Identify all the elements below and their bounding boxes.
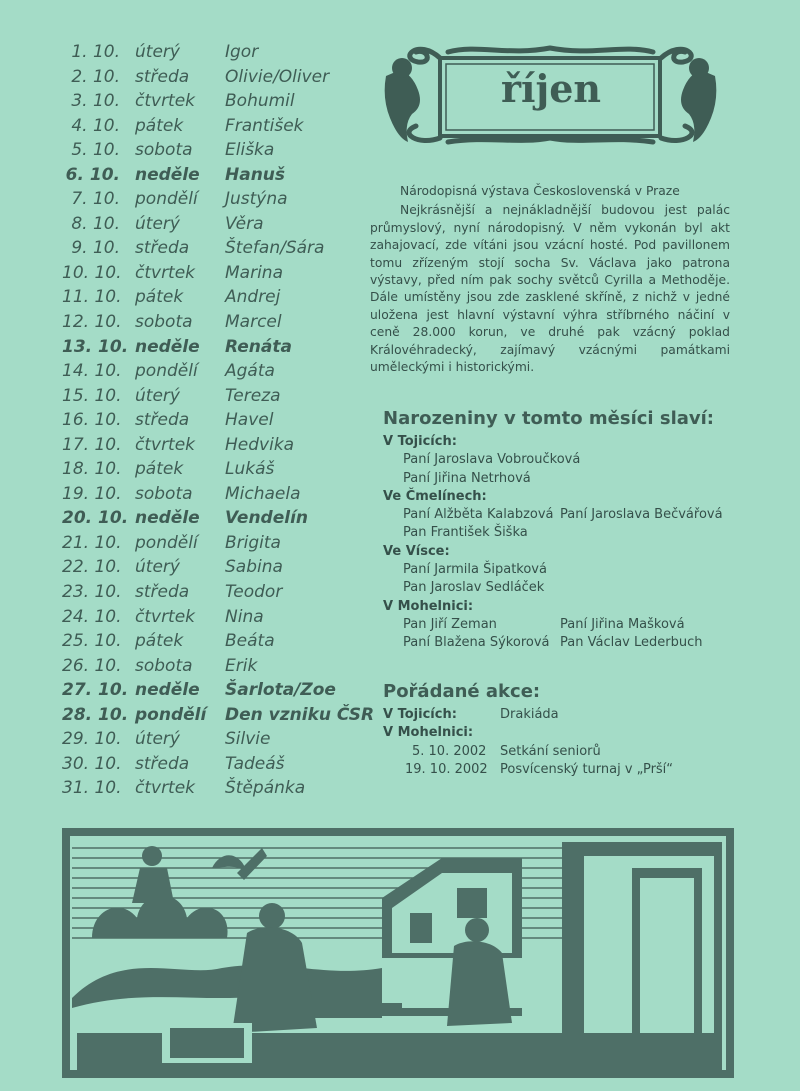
birthday-line (383, 471, 743, 489)
calendar-date: 17. 10. (62, 434, 122, 455)
calendar-day: čtvrtek (135, 91, 196, 112)
calendar-name: Silvie (225, 729, 271, 750)
birthday-line (383, 635, 743, 653)
calendar-day: pátek (135, 287, 184, 308)
birthday-village: Ve Vísce: (383, 543, 450, 559)
birthday-person: Paní Jaroslava Bečvářová (560, 507, 723, 523)
calendar-day: neděle (135, 164, 200, 185)
calendar-date: 26. 10. (62, 655, 122, 676)
calendar-row (0, 557, 375, 582)
calendar-name: Marina (225, 262, 283, 283)
calendar-name: Tadeáš (225, 753, 285, 774)
calendar-name: Teodor (225, 582, 283, 603)
calendar-name: Justýna (225, 189, 288, 210)
birthday-line (383, 452, 743, 470)
calendar-date: 2. 10. (71, 66, 120, 87)
calendar-name: Olivie/Oliver (225, 66, 330, 87)
calendar-date: 13. 10. (62, 336, 129, 357)
birthday-line (383, 562, 743, 580)
calendar-name: Michaela (225, 483, 301, 504)
calendar-date: 19. 10. (62, 483, 122, 504)
calendar-date: 28. 10. (62, 704, 129, 725)
calendar-row (0, 656, 375, 681)
calendar-day: středa (135, 238, 190, 259)
calendar-date: 31. 10. (62, 778, 122, 799)
calendar-name: Marcel (225, 312, 282, 333)
birthday-line (383, 617, 743, 635)
calendar-date: 22. 10. (62, 557, 122, 578)
calendar-row (0, 459, 375, 484)
calendar-date: 7. 10. (71, 189, 120, 210)
calendar-day: pondělí (135, 189, 198, 210)
calendar-day: pátek (135, 631, 184, 652)
birthday-person: Paní Blažena Sýkorová (403, 635, 550, 651)
event-row (383, 762, 743, 780)
calendar-day: neděle (135, 508, 200, 529)
calendar-day: sobota (135, 312, 193, 333)
birthday-person: Paní Jaroslava Vobroučková (403, 452, 581, 468)
calendar-row (0, 386, 375, 411)
calendar-date: 16. 10. (62, 410, 122, 431)
calendar-row (0, 435, 375, 460)
birthday-line (383, 507, 743, 525)
calendar-day: čtvrtek (135, 778, 196, 799)
calendar-name: Renáta (225, 336, 292, 357)
calendar-date: 8. 10. (71, 213, 120, 234)
calendar-day: středa (135, 753, 190, 774)
calendar-date: 14. 10. (62, 361, 122, 382)
calendar-name: Andrej (225, 287, 281, 308)
calendar-day: sobota (135, 140, 193, 161)
birthday-person: Pan František Šiška (403, 525, 528, 541)
calendar-date: 21. 10. (62, 532, 122, 553)
calendar-name: Vendelín (225, 508, 309, 529)
calendar-name: Eliška (225, 140, 275, 161)
calendar-day: úterý (135, 385, 180, 406)
calendar-date: 10. 10. (62, 262, 122, 283)
calendar-date: 15. 10. (62, 385, 122, 406)
calendar-name: Agáta (225, 361, 275, 382)
calendar-date: 1. 10. (71, 42, 120, 62)
calendar-name: Havel (225, 410, 274, 431)
calendar-day: středa (135, 582, 190, 603)
event-village-label: V Tojicích: (383, 707, 457, 722)
calendar-day: pátek (135, 459, 184, 480)
article-title: Národopisná výstava Československá v Praze (400, 184, 680, 198)
calendar-row (0, 582, 375, 607)
calendar-row (0, 116, 375, 141)
calendar-row (0, 410, 375, 435)
calendar-row (0, 238, 375, 263)
calendar-row (0, 42, 375, 67)
calendar-name: Nina (225, 606, 264, 627)
event-row-tojice (383, 707, 743, 725)
calendar-day: úterý (135, 557, 180, 578)
calendar-date: 25. 10. (62, 631, 122, 652)
calendar-date: 4. 10. (71, 115, 120, 136)
calendar-row (0, 337, 375, 362)
birthday-village: V Tojicích: (383, 434, 457, 449)
calendar-name: Beáta (225, 631, 275, 652)
birthday-person: Pan Jaroslav Sedláček (403, 580, 545, 596)
birthdays-groups (383, 434, 743, 654)
calendar-day: pondělí (135, 532, 198, 553)
calendar-row (0, 754, 375, 779)
calendar-row (0, 631, 375, 656)
calendar-date: 24. 10. (62, 606, 122, 627)
calendar-name: Igor (225, 42, 259, 62)
birthday-person: Pan Jiří Zeman (403, 616, 497, 632)
calendar-row (0, 189, 375, 214)
events-section (383, 681, 743, 780)
calendar-name: Štefan/Sára (225, 238, 325, 259)
birthdays-heading: Narozeniny v tomto měsíci slaví: (383, 408, 714, 429)
event-name: Setkání seniorů (500, 743, 601, 759)
birthday-village: Ve Čmelínech: (383, 488, 487, 504)
calendar-name: Bohumil (225, 91, 295, 112)
calendar-date: 27. 10. (62, 680, 129, 701)
event-village-label: V Mohelnici: (383, 725, 474, 741)
calendar-date: 12. 10. (62, 312, 122, 333)
calendar-day: středa (135, 410, 190, 431)
calendar-name: Štěpánka (225, 778, 306, 799)
calendar-name: Brigita (225, 532, 281, 553)
calendar-date: 3. 10. (71, 91, 120, 112)
calendar-row (0, 287, 375, 312)
birthday-person: Paní Alžběta Kalabzová (403, 507, 554, 523)
calendar-name: Tereza (225, 385, 281, 406)
calendar-day: úterý (135, 213, 180, 234)
calendar-row (0, 312, 375, 337)
month-header (378, 38, 723, 146)
calendar-day: úterý (135, 42, 180, 62)
event-name: Posvícenský turnaj v „Prší“ (500, 761, 674, 777)
calendar-name: Sabina (225, 557, 283, 578)
birthday-person: Paní Jiřina Netrhová (403, 470, 531, 486)
calendar-day: pátek (135, 115, 184, 136)
birthday-line (383, 525, 743, 543)
calendar-row (0, 508, 375, 533)
event-date: 19. 10. 2002 (405, 761, 488, 777)
calendar-row (0, 778, 375, 803)
calendar-list (0, 42, 375, 803)
calendar-name: Hedvika (225, 434, 295, 455)
calendar-row (0, 705, 375, 730)
woodcut-illustration (62, 828, 734, 1078)
calendar-date: 23. 10. (62, 582, 122, 603)
calendar-name: Hanuš (225, 164, 286, 185)
calendar-day: pondělí (135, 704, 207, 725)
birthdays-section (383, 408, 743, 654)
calendar-name: František (225, 115, 304, 136)
birthday-person: Paní Jiřina Mašková (560, 616, 685, 632)
calendar-row (0, 680, 375, 705)
birthday-village: V Mohelnici: (383, 598, 474, 614)
calendar-date: 6. 10. (65, 164, 120, 185)
calendar-day: neděle (135, 336, 200, 357)
calendar-row (0, 607, 375, 632)
calendar-date: 29. 10. (62, 729, 122, 750)
events-heading: Pořádané akce: (383, 681, 541, 702)
calendar-row (0, 67, 375, 92)
calendar-day: čtvrtek (135, 606, 196, 627)
calendar-row (0, 263, 375, 288)
calendar-row (0, 361, 375, 386)
calendar-row (0, 165, 375, 190)
calendar-date: 11. 10. (62, 287, 122, 308)
calendar-day: středa (135, 66, 190, 87)
event-row (383, 744, 743, 762)
calendar-row (0, 91, 375, 116)
calendar-row (0, 214, 375, 239)
calendar-date: 30. 10. (62, 753, 122, 774)
month-title: říjen (500, 66, 601, 111)
calendar-date: 20. 10. (62, 508, 129, 529)
calendar-date: 9. 10. (71, 238, 120, 259)
birthday-person: Paní Jarmila Šipatková (403, 562, 547, 578)
calendar-day: čtvrtek (135, 262, 196, 283)
calendar-day: sobota (135, 483, 193, 504)
calendar-day: čtvrtek (135, 434, 196, 455)
calendar-row (0, 533, 375, 558)
event-date: 5. 10. 2002 (412, 743, 487, 759)
birthday-person: Pan Václav Lederbuch (560, 635, 703, 651)
calendar-date: 5. 10. (71, 140, 120, 161)
calendar-row (0, 729, 375, 754)
calendar-name: Den vzniku ČSR (225, 704, 375, 725)
calendar-day: neděle (135, 680, 200, 701)
article (370, 183, 730, 376)
calendar-name: Erik (225, 655, 258, 676)
event-name: Drakiáda (500, 707, 559, 722)
event-row-mohelnice (383, 725, 743, 743)
calendar-row (0, 140, 375, 165)
birthday-line (383, 580, 743, 598)
calendar-day: úterý (135, 729, 180, 750)
calendar-day: pondělí (135, 361, 198, 382)
calendar-name: Lukáš (225, 459, 275, 480)
calendar-name: Šarlota/Zoe (225, 680, 336, 701)
calendar-date: 18. 10. (62, 459, 122, 480)
calendar-day: sobota (135, 655, 193, 676)
article-body: Nejkrásnější a nejnákladnější budovou jest palác průmyslový, nyní národopisný. V něm vykonán byl akt zahajovací, zde vítáni jsou vzácní hosté. Pod pavillonem tomu zřízeným stojí socha Sv. Václava jako patrona výstavy, před ním pak sochy světců Cyrilla a Methoděje. Dále umístěny jsou zde zasklené skříně, z nichž v jedné uložena jest hlavní výstavní výhra stříbrného náčiní v ceně 28.000 korun, ve druhé pak vzácný poklad Královéhradecký, zajímavý vzácnými památkami uměleckými i historickými. (370, 203, 730, 375)
calendar-row (0, 484, 375, 509)
calendar-name: Věra (225, 213, 264, 234)
